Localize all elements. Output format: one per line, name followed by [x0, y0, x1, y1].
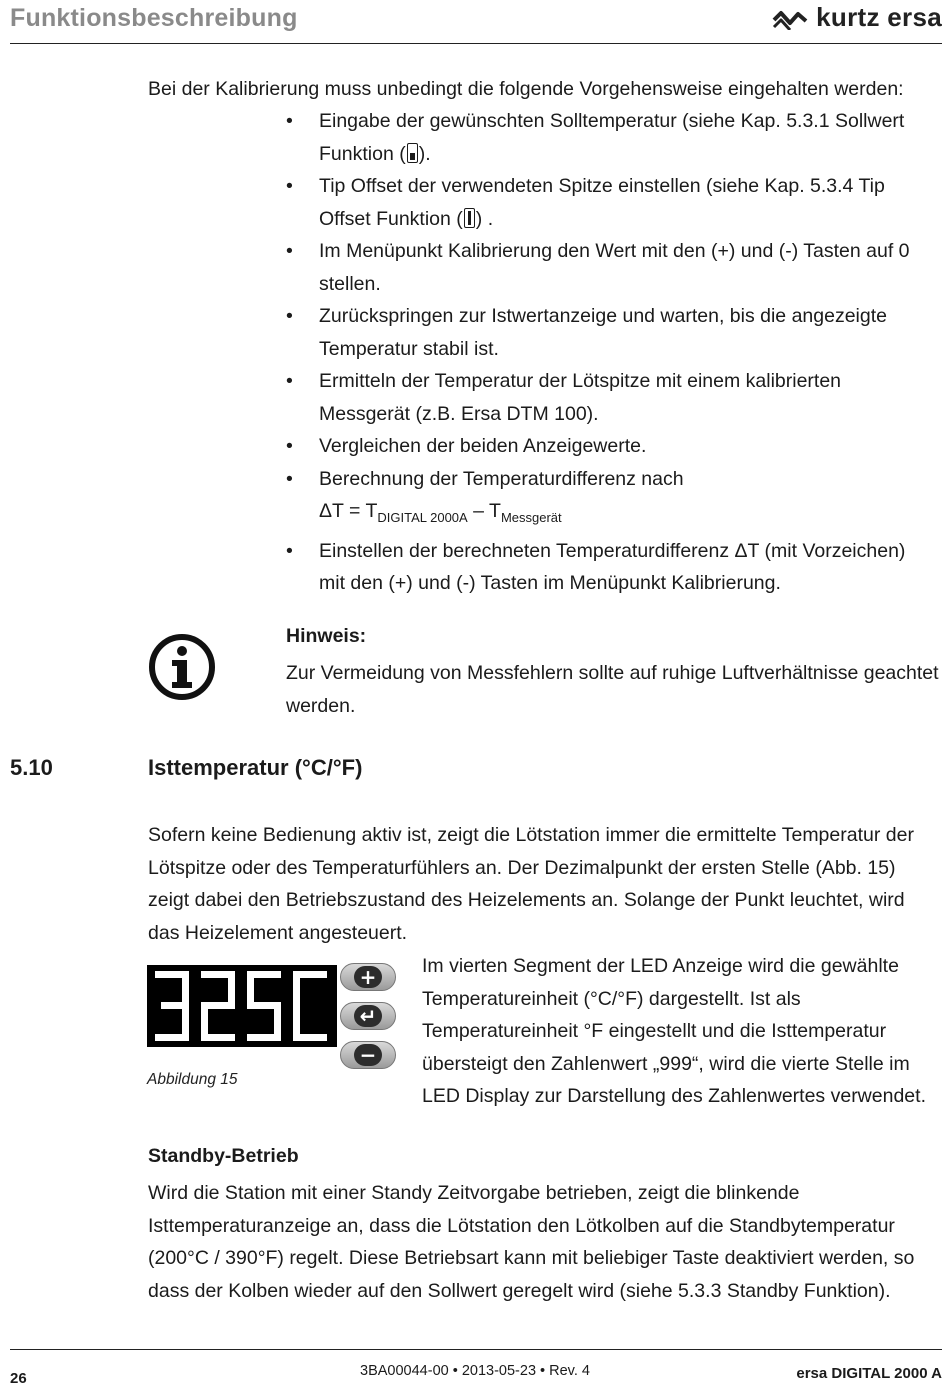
step-text-end: ). [418, 142, 431, 165]
step-text: Berechnung der Temperaturdifferenz nach [319, 467, 684, 490]
key-panel [340, 963, 400, 1080]
list-item [286, 170, 936, 235]
step-text: Zurückspringen zur Istwertanzeige und warten, bis die angezeigte Temperatur stabil ist. [319, 305, 887, 360]
bullet: • [286, 435, 293, 457]
list-item [286, 430, 936, 463]
list-item [286, 535, 936, 600]
bullet: • [286, 539, 293, 562]
intro-text: Bei der Kalibrierung muss unbedingt die folgende Vorgehensweise eingehalten werden: [148, 78, 904, 100]
plus-key-label: + [354, 966, 382, 988]
page-number: 26 [10, 1370, 27, 1387]
standby-title: Standby-Betrieb [148, 1145, 299, 1167]
list-item [286, 463, 936, 535]
bullet: • [286, 305, 293, 327]
product-name: ersa DIGITAL 2000 A [796, 1365, 942, 1382]
list-item [286, 235, 936, 300]
minus-key-label: − [354, 1044, 382, 1066]
document-id: 3BA00044-00 • 2013-05-23 • Rev. 4 [360, 1363, 590, 1379]
formula-subscript: DIGITAL 2000A [377, 510, 468, 525]
minus-key[interactable] [340, 1041, 396, 1069]
body-paragraph: Sofern keine Bedienung aktiv ist, zeigt die Lötstation immer die ermittelte Temperatur der Lötspitze oder des Temperaturfühlers an. Der Dezimalpunkt der ersten Stelle (Abb. 15) zeigt dabei den Betriebszustand des Heizelements an. Solange der Punkt leuchtet, wird das Heizelement angesteuert. [148, 824, 914, 944]
step-text: Einstellen der berechneten Temperaturdifferenz ΔT (mit Vorzeichen) mit den (+) und (-) Tasten im Menüpunkt Kalibrierung. [319, 539, 906, 594]
step-text: Eingabe der gewünschten Solltemperatur (siehe Kap. 5.3.1 Sollwert Funktion ( [319, 110, 905, 165]
step-text: Im Menüpunkt Kalibrierung den Wert mit den (+) und (-) Tasten auf 0 stellen. [319, 240, 910, 295]
led-digits [147, 965, 337, 1047]
formula-minus: – T [467, 500, 501, 522]
header-rule [10, 43, 942, 44]
tip-offset-key-icon [464, 208, 475, 228]
step-text-end: ) . [475, 207, 494, 230]
enter-key-label: ↵ [354, 1005, 382, 1027]
bullet: • [286, 175, 293, 197]
list-item [286, 365, 936, 430]
led-display [147, 965, 337, 1047]
formula-subscript: Messgerät [500, 510, 562, 525]
figure-description: Im vierten Segment der LED Anzeige wird die gewählte Temperatureinheit (°C/°F) dargestellt. Ist als Temperatureinheit °F eingestellt und die Isttemperatur übersteigt den Zahlenwert „999“, wird die vierte Stelle im LED Display zur Darstellung des Zahlenwertes verwendet. [422, 955, 926, 1107]
bullet: • [286, 240, 293, 262]
bullet: • [286, 370, 293, 392]
bullet: • [286, 110, 293, 132]
hint-text: Zur Vermeidung von Messfehlern sollte auf ruhige Luftverhältnisse geachtet werden. [286, 662, 939, 717]
hint-title: Hinweis: [286, 625, 367, 647]
step-text: Vergleichen der beiden Anzeigewerte. [319, 435, 647, 457]
logo [772, 2, 942, 33]
plus-key[interactable] [340, 963, 396, 991]
bullet: • [286, 467, 293, 490]
list-item [286, 300, 936, 365]
calibration-steps [286, 105, 936, 600]
logo-text: kurtz ersa [816, 2, 942, 32]
figure-caption: Abbildung 15 [147, 1071, 238, 1088]
formula-lhs: ΔT = T [319, 500, 378, 522]
step-text: Tip Offset der verwendeten Spitze einstellen (siehe Kap. 5.3.4 Tip Offset Funktion ( [319, 175, 885, 230]
footer-rule [10, 1349, 942, 1350]
standby-text: Wird die Station mit einer Standy Zeitvorgabe betrieben, zeigt die blinkende Isttemperaturanzeige an, dass die Lötstation den Lötkolben auf die Standbytemperatur (200°C / 390°F) regelt. Diese Betriebsart kann mit beliebiger Taste deaktiviert werden, so dass der Kolben wieder auf den Sollwert geregelt wird (siehe 5.3.3 Standby Funktion). [148, 1182, 915, 1302]
formula [319, 500, 562, 525]
section-title: Isttemperatur (°C/°F) [148, 755, 363, 780]
setpoint-key-icon [407, 143, 418, 163]
section-number: 5.10 [10, 755, 53, 780]
list-item [286, 105, 936, 170]
enter-key[interactable] [340, 1002, 396, 1030]
header-title: Funktionsbeschreibung [10, 4, 298, 32]
step-text: Ermitteln der Temperatur der Lötspitze mit einem kalibrierten Messgerät (z.B. Ersa DTM 100). [319, 370, 842, 425]
logo-mark-icon [772, 6, 808, 30]
info-icon [147, 632, 217, 702]
